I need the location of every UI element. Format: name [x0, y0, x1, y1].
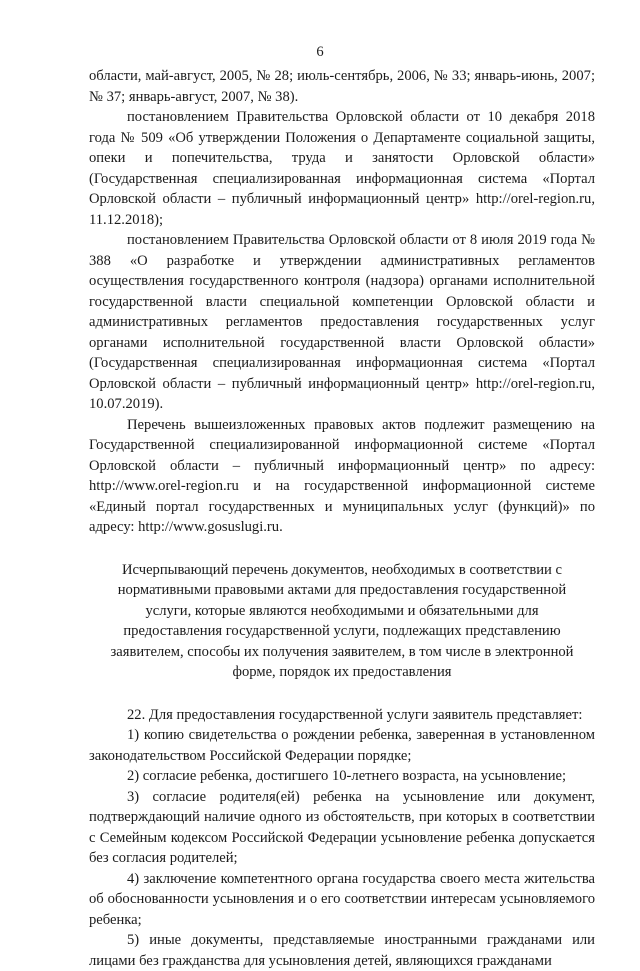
- paragraph-resolution-388: постановлением Правительства Орловской области от 8 июля 2019 года № 388 «О разработке и утверждении административных регламентов осуществления государственного контроля (надзора) органами исполнительной государственной власти специальной компетенции Орловской области и административных регламентов предоставления государственных услуг органами исполнительной государственной власти Орловской области» (Государственная специализированная информационная система «Портал Орловской области – публичный информационный центр» http://orel-region.ru, 10.07.2019).: [89, 232, 595, 412]
- paragraph-publication-note: Перечень вышеизложенных правовых актов подлежит размещению на Государственной специализированной информационной системе «Портал Орловской области – публичный информационный центр» по адресу: http://www.orel-region.ru и на государственной информационной системе «Единый портал государственных и муниципальных услуг (функций)» по адресу: http://www.gosuslugi.ru.: [89, 416, 595, 535]
- list-item-4: 4) заключение компетентного органа государства своего места жительства об обоснованности усыновления и о его соответствии интересам усыновляемого ребенка;: [89, 870, 595, 928]
- paragraph-continuation: области, май-август, 2005, № 28; июль-сентябрь, 2006, № 33; январь-июнь, 2007; № 37; январь-август, 2007, № 38).: [89, 68, 595, 105]
- document-body: [89, 66, 595, 971]
- paragraph-item-22: 22. Для предоставления государственной услуги заявитель представляет:: [127, 706, 583, 723]
- paragraph-resolution-509: постановлением Правительства Орловской области от 10 декабря 2018 года № 509 «Об утверждении Положения о Департаменте социальной защиты, опеки и попечительства, труда и занятости Орловской области» (Государственная специализированная информационная система «Портал Орловской области – публичный информационный центр» http://orel-region.ru, 11.12.2018);: [89, 109, 595, 228]
- list-item-1: 1) копию свидетельства о рождении ребенка, заверенная в установленном законодательством Российской Федерации порядке;: [89, 727, 595, 764]
- list-item-2: 2) согласие ребенка, достигшего 10-летнего возраста, на усыновление;: [127, 768, 567, 784]
- section-heading: Исчерпывающий перечень документов, необходимых в соответствии с нормативными правовыми актами для предоставления государственной услуги, которые являются необходимыми и обязательными для предоставления государственной услуги, подлежащих представлению заявителем, способы их получения заявителем, в том числе в электронной форме, порядок их предоставления: [110, 561, 574, 680]
- heading-spacer: [89, 683, 595, 705]
- list-item-3: 3) согласие родителя(ей) ребенка на усыновление или документ, подтверждающий наличие одного из обстоятельств, при которых в соответствии с Семейным кодексом Российской Федерации усыновление ребенка допускается без согласия родителей;: [89, 788, 595, 866]
- page-number: 6: [316, 44, 324, 60]
- list-item-5: 5) иные документы, представляемые иностранными гражданами или лицами без гражданства для усыновления детей, являющихся гражданами: [89, 932, 595, 969]
